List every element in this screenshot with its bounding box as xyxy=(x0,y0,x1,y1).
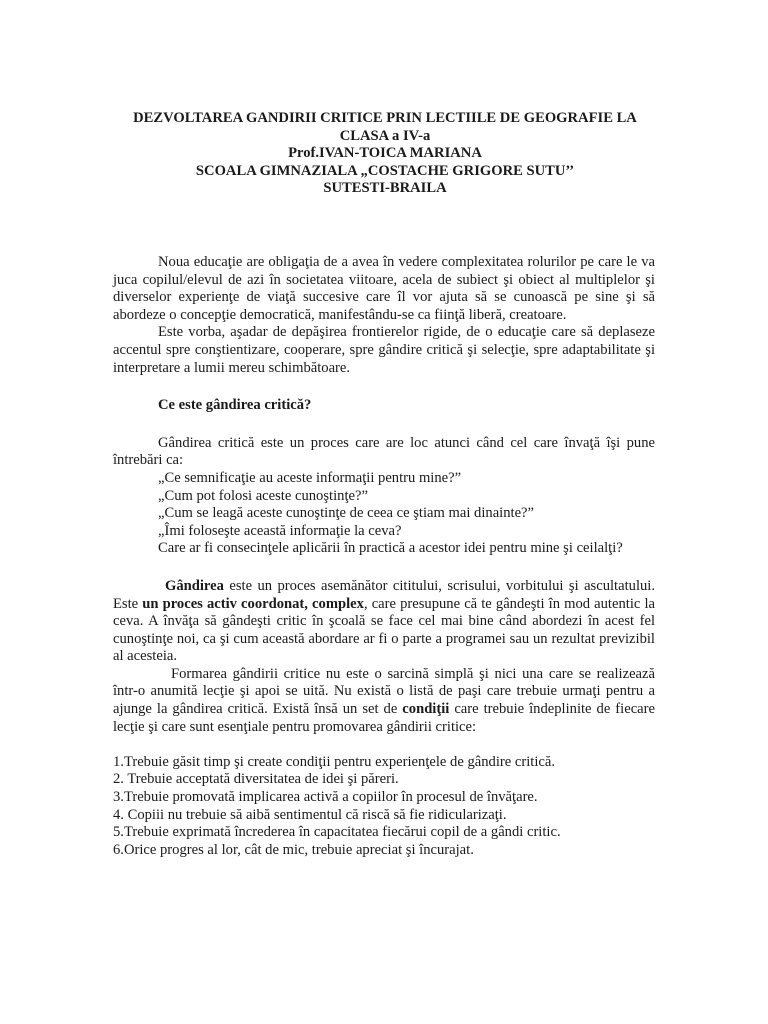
section-heading: Ce este gândirea critică? xyxy=(158,397,312,414)
title-line-1: DEZVOLTAREA GANDIRII CRITICE PRIN LECTIILE DE GEOGRAFIE LA xyxy=(133,110,637,126)
question-4: „Îmi foloseşte această informaţie la ceva? xyxy=(158,522,402,539)
bold-gandirea: Gândirea xyxy=(165,577,224,594)
condition-5: 5.Trebuie exprimată încrederea în capacitatea fiecărui copil de a gândi critic. xyxy=(113,824,561,841)
intro-paragraph-1: Noua educaţie are obligaţia de a avea în vedere complexitatea rolurilor pe care le va juca copilul/elevul de azi în societatea viitoare, acela de subiect şi obiect al multiplelor şi diverselor experienţe de viaţă succesive care îl vor ajuta să se cunoască pe sine şi să abordeze o concepţie democratică, manifestându-se ca fiinţă liberă, creatoare. xyxy=(113,254,655,323)
question-3: „Cum se leagă aceste cunoştinţe de ceea ce ştiam mai dinainte?” xyxy=(158,505,535,522)
condition-4: 4. Copiii nu trebuie să aibă sentimentul că riscă să fie ridicularizaţi. xyxy=(113,806,507,823)
process-paragraph xyxy=(113,578,655,666)
question-5: Care ar fi consecinţele aplicării în practică a acestor idei pentru mine şi ceilalţi? xyxy=(158,540,623,557)
condition-2: 2. Trebuie acceptată diversitatea de idei şi păreri. xyxy=(113,771,399,788)
author-line: Prof.IVAN-TOICA MARIANA xyxy=(288,145,482,161)
title-line-2: CLASA a IV-a xyxy=(339,127,431,144)
section-lead: Gândirea critică este un proces care are loc atunci când cel care învaţă îşi pune întrebări ca: xyxy=(113,434,655,469)
condition-3: 3.Trebuie promovată implicarea activă a copiilor în procesul de învăţare. xyxy=(113,789,538,806)
school-line: SCOALA GIMNAZIALA „COSTACHE GRIGORE SUTU’’ xyxy=(195,162,575,179)
condition-1: 1.Trebuie găsit timp şi create condiţii pentru experienţele de gândire critică. xyxy=(113,753,555,770)
question-1: „Ce semnificaţie au aceste informaţii pentru mine?” xyxy=(158,469,462,486)
document-header xyxy=(110,110,660,198)
bold-conditii: condiţii xyxy=(402,701,450,718)
formation-text-2: care trebuie îndeplinite de fiecare lecţie şi care sunt esenţiale pentru promovarea gândirii critice: xyxy=(113,701,655,735)
document-body xyxy=(113,254,655,859)
question-2: „Cum pot folosi aceste cunoştinţe?” xyxy=(158,487,368,504)
formation-text-1: Formarea gândirii critice nu este o sarcină simplă şi nici una care se realizează într-o anumită lecţie şi apoi se uită. Nu există o listă de paşi care trebuie urmaţi pentru a ajunge la gândirea critică. Există însă un set de xyxy=(113,665,655,718)
process-text-2: , care presupune că te gândeşti în mod autentic la ceva. A învăţa să gândeşti critic în şcoală se face cel mai bine când abordezi în acest fel cunoştinţe noi, ca şi cum această abordare ar fi o parte a programei sau un rezultat previzibil al acesteia. xyxy=(113,595,655,665)
bold-proces-activ: un proces activ coordonat, complex xyxy=(142,595,364,612)
condition-6: 6.Orice progres al lor, cât de mic, trebuie apreciat şi încurajat. xyxy=(113,841,474,858)
process-text-1: este un proces asemănător cititului, scrisului, vorbitului şi ascultatului. Este xyxy=(113,577,655,612)
location-line: SUTESTI-BRAILA xyxy=(323,180,447,196)
formation-paragraph xyxy=(113,666,655,736)
intro-paragraph-2: Este vorba, aşadar de depăşirea frontierelor rigide, de o educaţie care să deplaseze accentul spre conştientizare, cooperare, spre gândire critică şi selecţie, spre adaptabilitate şi interpretare a lumii mereu schimbătoare. xyxy=(113,324,655,376)
